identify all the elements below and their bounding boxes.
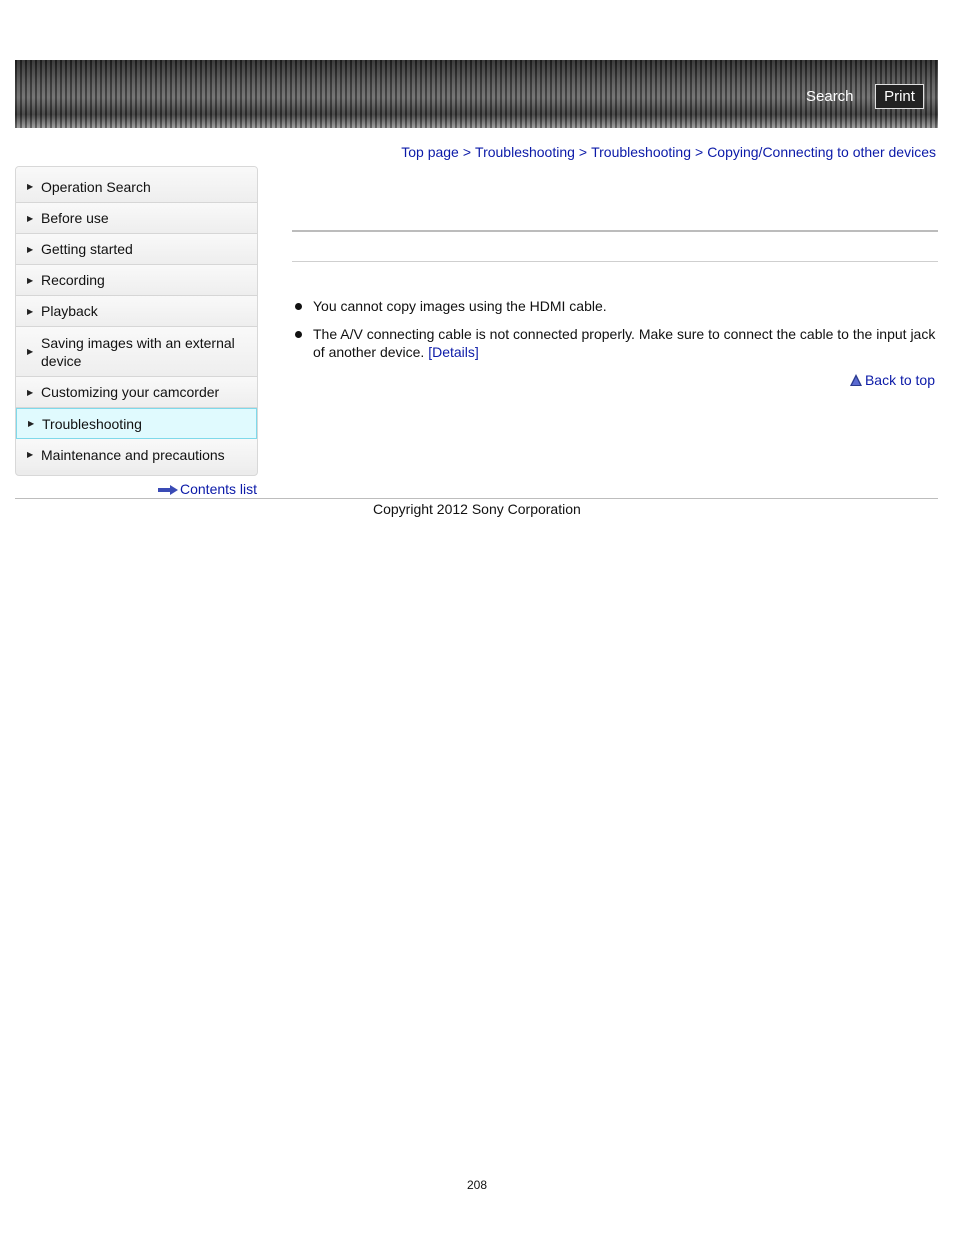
cause-list — [292, 297, 938, 371]
breadcrumb-troubleshooting-sub[interactable]: Troubleshooting — [591, 144, 691, 160]
copyright-text: Copyright 2012 Sony Corporation — [373, 501, 581, 517]
triangle-up-icon — [850, 374, 862, 386]
sidebar-item-saving-images[interactable] — [16, 327, 257, 377]
triangle-right-icon: ▶ — [27, 275, 34, 285]
triangle-right-icon: ▶ — [27, 346, 34, 356]
sidebar-item-label: Before use — [41, 210, 109, 226]
breadcrumb-separator: > — [695, 144, 704, 160]
arrow-right-icon — [158, 485, 178, 495]
sidebar-item-playback[interactable] — [16, 296, 257, 327]
breadcrumb-troubleshooting[interactable]: Troubleshooting — [475, 144, 575, 160]
breadcrumb-current[interactable]: Copying/Connecting to other devices — [707, 144, 936, 160]
title-divider — [292, 230, 938, 232]
sidebar-nav — [15, 166, 258, 476]
sidebar-item-label: Playback — [41, 303, 98, 319]
list-item — [292, 325, 938, 361]
sidebar-item-label: Operation Search — [41, 178, 151, 195]
triangle-right-icon: ▶ — [27, 387, 34, 397]
sidebar-item-label: Customizing your camcorder — [41, 384, 220, 400]
sidebar-item-operation-search[interactable] — [16, 167, 257, 203]
sidebar-item-label: Recording — [41, 272, 105, 288]
bullet-icon — [295, 331, 302, 338]
breadcrumb-top-page[interactable]: Top page — [401, 144, 459, 160]
print-button[interactable]: Print — [875, 84, 924, 109]
header-bar — [15, 60, 938, 128]
contents-list-label: Contents list — [180, 481, 258, 497]
sidebar-item-maintenance[interactable] — [16, 439, 257, 470]
page-number: 208 — [466, 1178, 488, 1192]
triangle-right-icon: ▶ — [28, 419, 35, 428]
breadcrumb-separator: > — [462, 144, 472, 160]
details-link[interactable]: [Details] — [428, 344, 479, 360]
section-divider — [292, 261, 938, 262]
triangle-right-icon: ▶ — [27, 213, 34, 223]
sidebar-item-customizing[interactable] — [16, 377, 257, 408]
contents-list-link[interactable] — [158, 481, 257, 497]
triangle-right-icon: ▶ — [27, 450, 34, 459]
sidebar-item-before-use[interactable] — [16, 203, 257, 234]
triangle-right-icon: ▶ — [27, 182, 34, 191]
list-item-text: You cannot copy images using the HDMI cable. — [313, 298, 607, 314]
search-link[interactable]: Search — [806, 88, 854, 105]
sidebar-item-label: Saving images with an external device — [41, 334, 235, 369]
sidebar-item-label: Troubleshooting — [42, 415, 142, 432]
list-item — [292, 297, 938, 315]
triangle-right-icon: ▶ — [27, 306, 34, 316]
bullet-icon — [295, 303, 302, 310]
sidebar-item-label: Maintenance and precautions — [41, 446, 225, 463]
breadcrumb-separator: > — [578, 144, 588, 160]
back-to-top-label: Back to top — [864, 372, 935, 388]
sidebar-item-label: Getting started — [41, 241, 133, 257]
sidebar-item-getting-started[interactable] — [16, 234, 257, 265]
triangle-right-icon: ▶ — [27, 244, 34, 254]
footer-divider — [15, 498, 938, 499]
sidebar-item-troubleshooting[interactable] — [16, 408, 257, 439]
list-item-text: The A/V connecting cable is not connected properly. Make sure to connect the cable to the input jack of another device. — [313, 326, 936, 360]
sidebar-item-recording[interactable] — [16, 265, 257, 296]
breadcrumb — [401, 144, 936, 160]
back-to-top-link[interactable] — [850, 372, 935, 388]
